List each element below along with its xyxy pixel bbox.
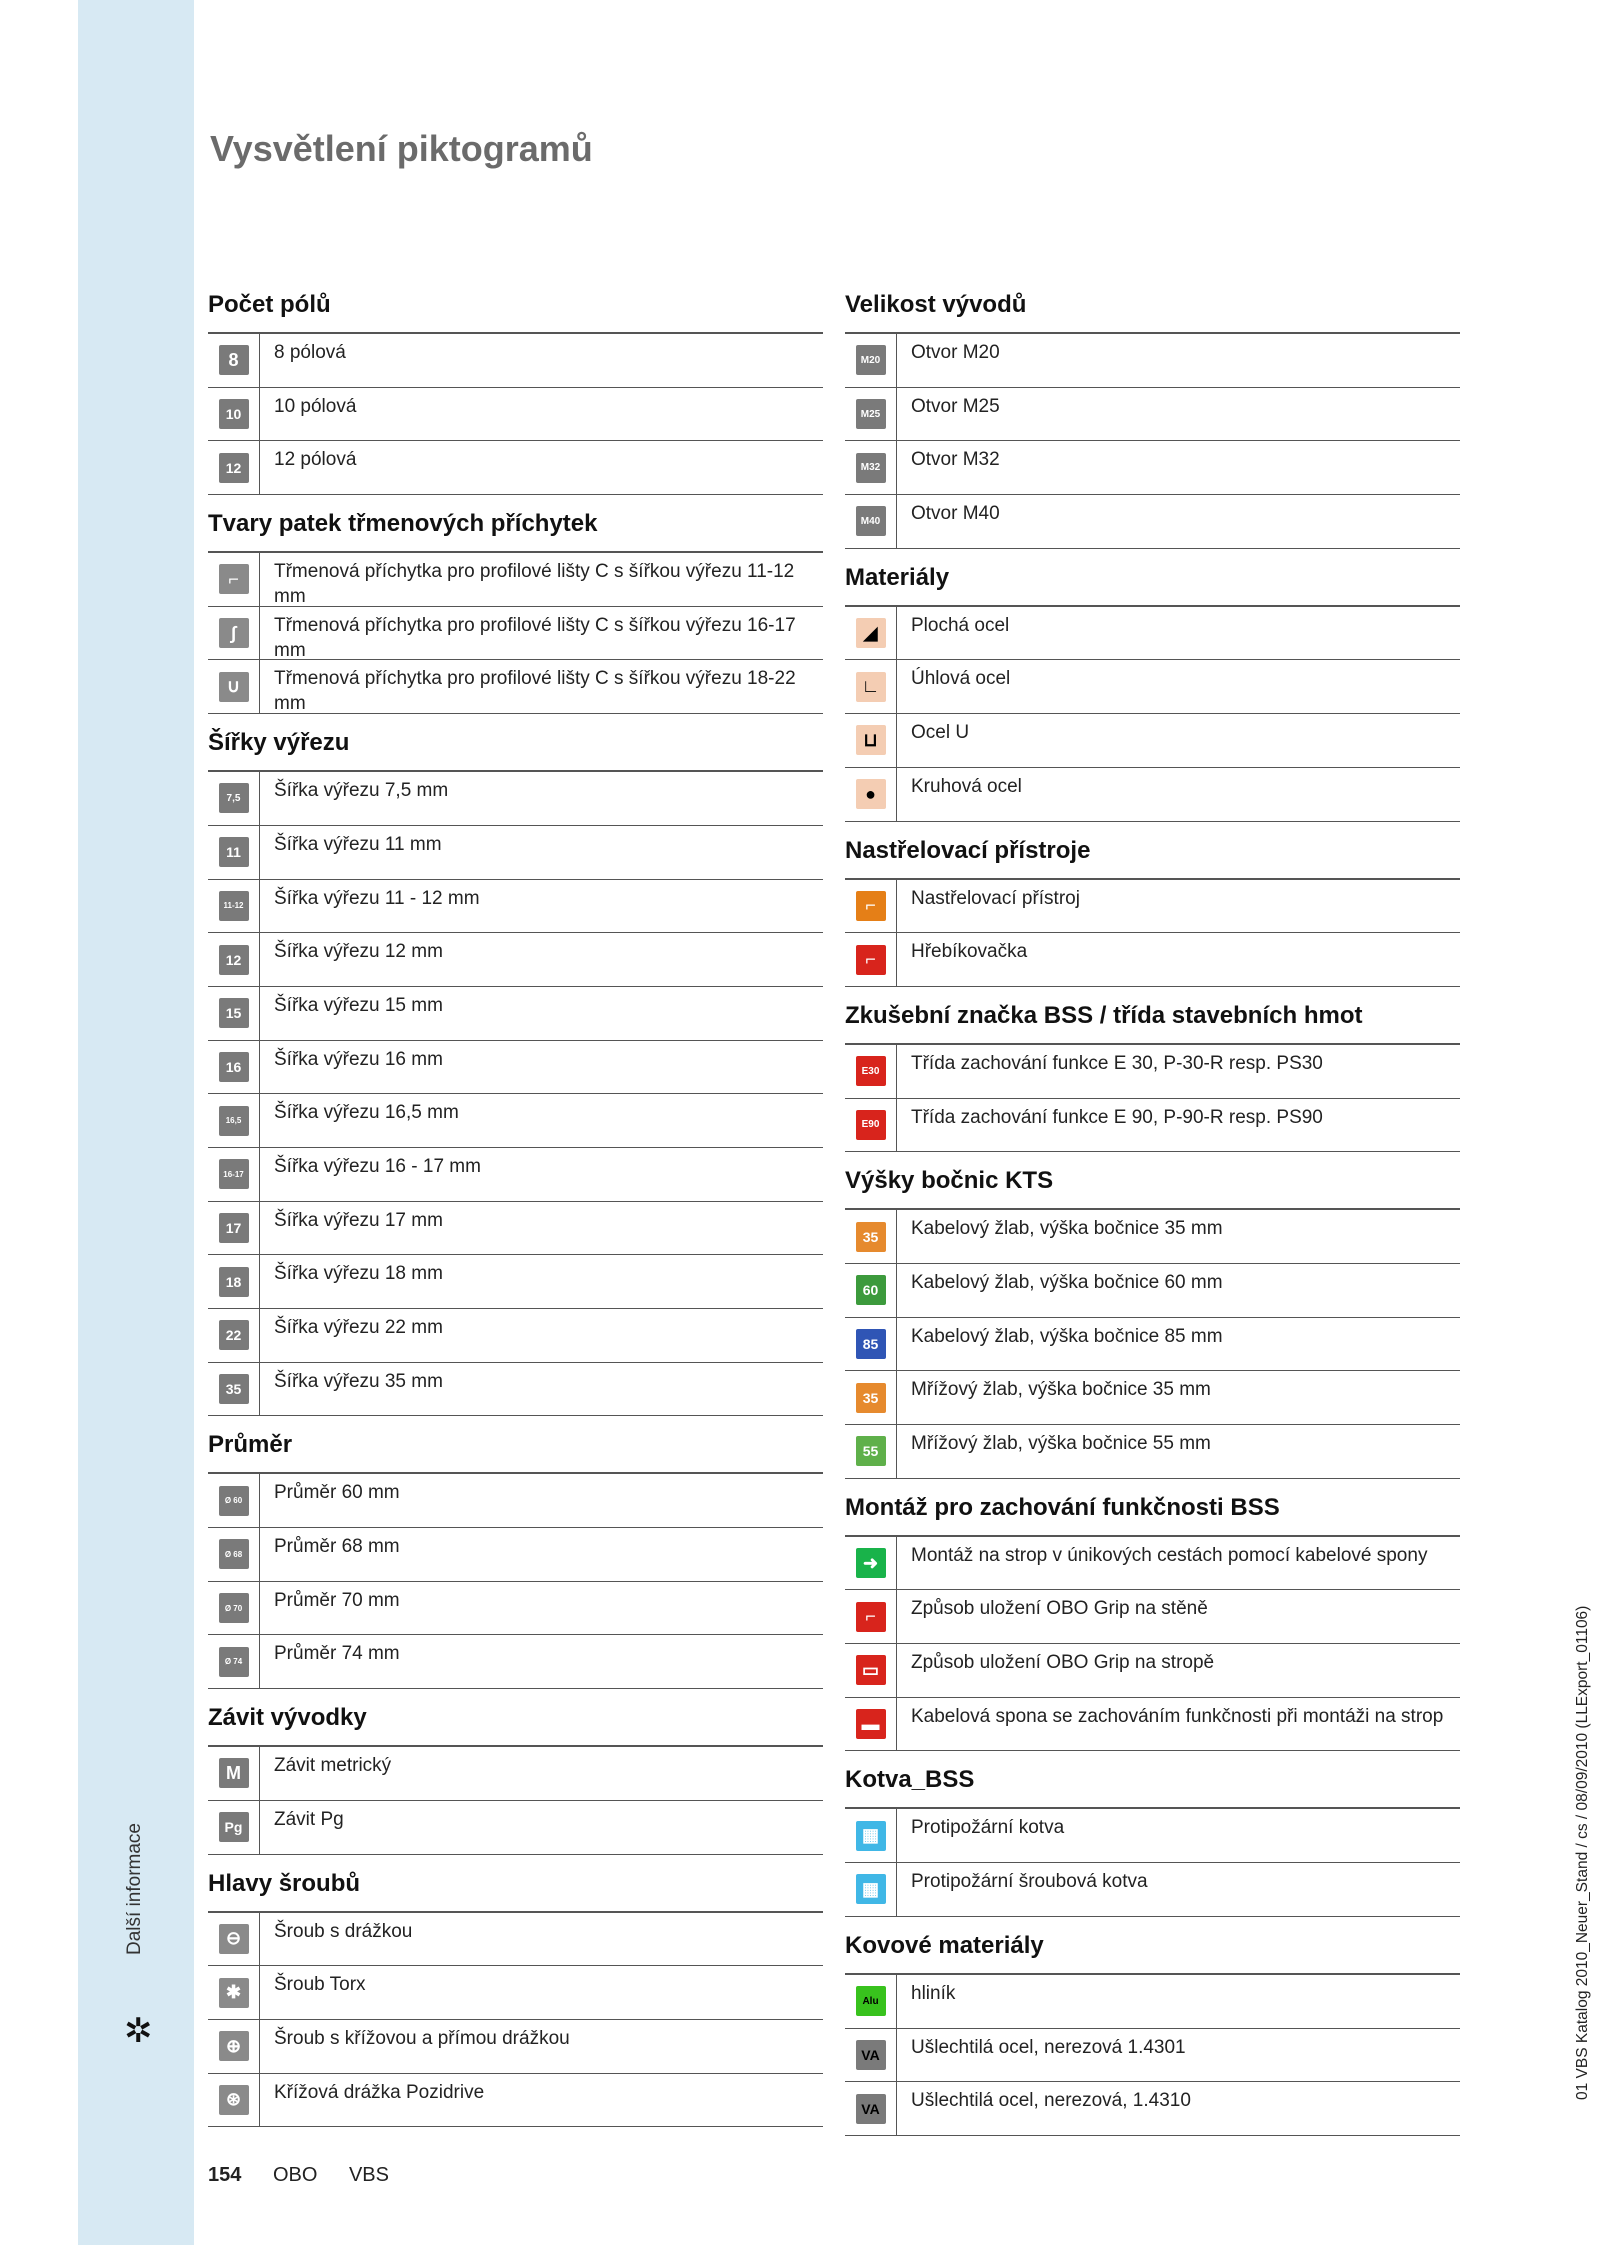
icon-cell [208, 553, 260, 606]
legend-description: Ušlechtilá ocel, nerezová 1.4301 [911, 2036, 1186, 2058]
legend-description: Ušlechtilá ocel, nerezová, 1.4310 [911, 2090, 1191, 2112]
pole-12-icon: 12 [219, 453, 249, 483]
legend-row [208, 880, 823, 934]
legend-row [845, 1537, 1460, 1591]
legend-row [208, 2074, 823, 2128]
icon-cell [845, 607, 897, 660]
legend-description: hliník [911, 1982, 956, 2004]
legend-description: Třída zachování funkce E 30, P-30-R resp. PS30 [911, 1052, 1323, 1074]
grip-ceiling-icon: ▭ [856, 1655, 886, 1685]
legend-row [845, 660, 1460, 714]
icon-cell [208, 1148, 260, 1201]
icon-cell [208, 2020, 260, 2073]
legend-description: Šířka výřezu 22 mm [274, 1317, 443, 1338]
section-title: Montáž pro zachování funkčnosti BSS [845, 1479, 1460, 1537]
clip-foot-16-17-icon: ∫ [219, 618, 249, 648]
legend-row [208, 1474, 823, 1528]
diameter-70-icon: Ø 70 [219, 1593, 249, 1623]
tray-60-icon: 60 [856, 1275, 886, 1305]
opening-m32-icon: M32 [856, 453, 886, 483]
legend-description: Kabelový žlab, výška bočnice 60 mm [911, 1271, 1223, 1293]
icon-cell [208, 987, 260, 1040]
slot-22-icon: 22 [219, 1320, 249, 1350]
icon-cell [208, 1801, 260, 1854]
nail-gun-icon: ⌐ [856, 891, 886, 921]
grip-wall-icon: ⌐ [856, 1602, 886, 1632]
legend-description: Způsob uložení OBO Grip na stěně [911, 1598, 1208, 1620]
tray-35-icon: 35 [856, 1222, 886, 1252]
icon-cell [208, 1747, 260, 1800]
icon-cell [845, 1590, 897, 1643]
legend-row [845, 1425, 1460, 1479]
section-title: Kotva_BSS [845, 1751, 1460, 1809]
page-title: Vysvětlení piktogramů [210, 128, 593, 169]
nailer-icon: ⌐ [856, 945, 886, 975]
gear-icon: ✲ [124, 2012, 153, 2050]
icon-cell [208, 1202, 260, 1255]
legend-row [208, 772, 823, 826]
icon-cell [845, 933, 897, 986]
section-title: Materiály [845, 549, 1460, 607]
legend-row [845, 334, 1460, 388]
section-title: Nastřelovací přístroje [845, 822, 1460, 880]
legend-description: Protipožární šroubová kotva [911, 1871, 1148, 1893]
diameter-60-icon: Ø 60 [219, 1486, 249, 1516]
stainless-4301-icon: VA [856, 2040, 886, 2070]
slot-15-icon: 15 [219, 998, 249, 1028]
icon-cell [845, 1809, 897, 1862]
icon-cell [208, 1528, 260, 1581]
icon-cell [845, 1045, 897, 1098]
icon-cell [208, 334, 260, 387]
icon-cell [845, 660, 897, 713]
slot-17-icon: 17 [219, 1213, 249, 1243]
section-title: Závit vývodky [208, 1689, 823, 1747]
legend-row [845, 607, 1460, 661]
legend-row [208, 660, 823, 714]
legend-description: Plochá ocel [911, 614, 1010, 636]
cable-clip-ceiling-icon: ▬ [856, 1709, 886, 1739]
opening-m25-icon: M25 [856, 399, 886, 429]
section-title: Šířky výřezu [208, 714, 823, 772]
slot-12-icon: 12 [219, 945, 249, 975]
legend-row [208, 1041, 823, 1095]
icon-cell [208, 933, 260, 986]
screw-combi-icon: ⊕ [219, 2031, 249, 2061]
legend-row [208, 1747, 823, 1801]
legend-row [845, 714, 1460, 768]
icon-cell [208, 826, 260, 879]
mesh-55-icon: 55 [856, 1436, 886, 1466]
icon-cell [208, 1966, 260, 2019]
section-title: Kovové materiály [845, 1917, 1460, 1975]
clip-foot-11-12-icon: ⌐ [219, 564, 249, 594]
screw-torx-icon: ✱ [219, 1978, 249, 2008]
legend-description: Šířka výřezu 11 mm [274, 833, 442, 855]
diameter-68-icon: Ø 68 [219, 1539, 249, 1569]
legend-row [208, 441, 823, 495]
legend-row [845, 2082, 1460, 2136]
legend-row [845, 1975, 1460, 2029]
legend-row [208, 1582, 823, 1636]
legend-row [845, 1809, 1460, 1863]
icon-cell [845, 714, 897, 767]
icon-cell [845, 880, 897, 933]
side-label: Další informace [124, 1823, 145, 1955]
legend-description: Průměr 74 mm [274, 1643, 400, 1665]
legend-description: 10 pólová [274, 395, 357, 417]
slot-35-icon: 35 [219, 1374, 249, 1404]
legend-description: Způsob uložení OBO Grip na stropě [911, 1652, 1215, 1674]
fire-screw-anchor-icon: ▦ [856, 1874, 886, 1904]
legend-description: Otvor M25 [911, 395, 1000, 417]
catalog-name: VBS [348, 2164, 389, 2186]
fire-anchor-icon: ▦ [856, 1821, 886, 1851]
icon-cell [208, 1041, 260, 1094]
icon-cell [208, 1582, 260, 1635]
legend-row [208, 607, 823, 661]
legend-description: Šířka výřezu 17 mm [274, 1209, 443, 1231]
slot-11-12-icon: 11-12 [219, 891, 249, 921]
legend-description: Šířka výřezu 18 mm [274, 1263, 443, 1285]
icon-cell [845, 1644, 897, 1697]
section-title: Zkušební značka BSS / třída stavebních hmot [845, 987, 1460, 1045]
legend-description: Třmenová příchytka pro profilové lišty C s šířkou výřezu 16-17 mm [274, 614, 796, 660]
legend-row [845, 1210, 1460, 1264]
legend-description: Šířka výřezu 11 - 12 mm [274, 887, 480, 909]
page-footer [208, 2164, 389, 2187]
flat-steel-icon: ◢ [856, 618, 886, 648]
legend-row [208, 1913, 823, 1967]
legend-description: 8 pólová [274, 342, 346, 363]
legend-row [208, 1528, 823, 1582]
legend-row [208, 334, 823, 388]
icon-cell [208, 1094, 260, 1147]
legend-description: Šířka výřezu 16,5 mm [274, 1102, 459, 1124]
escape-route-icon: ➜ [856, 1548, 886, 1578]
legend-description: Úhlová ocel [911, 668, 1011, 690]
pole-10-icon: 10 [219, 399, 249, 429]
legend-row [208, 1309, 823, 1363]
legend-row [845, 495, 1460, 549]
legend-description: Šířka výřezu 12 mm [274, 941, 443, 963]
icon-cell [845, 1863, 897, 1916]
icon-cell [845, 1537, 897, 1590]
icon-cell [845, 1210, 897, 1263]
legend-row [208, 826, 823, 880]
icon-cell [208, 1635, 260, 1688]
legend-description: Kabelový žlab, výška bočnice 85 mm [911, 1325, 1223, 1347]
icon-cell [208, 1474, 260, 1527]
slot-7-5-icon: 7,5 [219, 783, 249, 813]
legend-row [208, 1202, 823, 1256]
legend-description: Mřížový žlab, výška bočnice 35 mm [911, 1379, 1211, 1401]
legend-description: Protipožární kotva [911, 1817, 1065, 1839]
section-title: Počet pólů [208, 276, 823, 334]
legend-description: Křížová drážka Pozidrive [274, 2081, 485, 2103]
legend-row [845, 1318, 1460, 1372]
legend-row [208, 2020, 823, 2074]
legend-description: Průměr 70 mm [274, 1589, 400, 1611]
legend-row [845, 441, 1460, 495]
icon-cell [208, 772, 260, 825]
legend-description: Průměr 68 mm [274, 1536, 400, 1558]
legend-row [845, 388, 1460, 442]
u-steel-icon: ⊔ [856, 725, 886, 755]
legend-row [845, 1590, 1460, 1644]
clip-foot-18-22-icon: ∪ [219, 672, 249, 702]
legend-row [208, 1966, 823, 2020]
section-title: Velikost vývodů [845, 276, 1460, 334]
legend-description: Otvor M20 [911, 342, 1000, 363]
legend-row [208, 1255, 823, 1309]
legend-row [208, 1801, 823, 1855]
legend-description: Třída zachování funkce E 90, P-90-R resp. PS90 [911, 1106, 1323, 1128]
legend-description: Otvor M40 [911, 503, 1000, 525]
icon-cell [845, 2082, 897, 2135]
legend-description: Ocel U [911, 722, 970, 744]
legend-row [845, 1644, 1460, 1698]
thread-pg-icon: Pg [219, 1812, 249, 1842]
icon-cell [845, 1264, 897, 1317]
legend-row [208, 1148, 823, 1202]
legend-row [845, 768, 1460, 822]
icon-cell [208, 1255, 260, 1308]
fire-class-e30-icon: E30 [856, 1056, 886, 1086]
icon-cell [208, 2074, 260, 2127]
angle-steel-icon: ∟ [856, 672, 886, 702]
screw-slotted-icon: ⊖ [219, 1924, 249, 1954]
icon-cell [208, 880, 260, 933]
right-column [845, 276, 1460, 2136]
legend-description: Šířka výřezu 16 - 17 mm [274, 1155, 481, 1177]
icon-cell [845, 388, 897, 441]
slot-16-17-icon: 16-17 [219, 1159, 249, 1189]
icon-cell [208, 1309, 260, 1362]
icon-cell [845, 2029, 897, 2082]
legend-row [208, 1094, 823, 1148]
legend-row [845, 1099, 1460, 1153]
icon-cell [845, 1318, 897, 1371]
legend-description: Šířka výřezu 35 mm [274, 1370, 443, 1392]
slot-16-icon: 16 [219, 1052, 249, 1082]
section-title: Výšky bočnic KTS [845, 1152, 1460, 1210]
legend-row [845, 1045, 1460, 1099]
icon-cell [845, 441, 897, 494]
legend-description: Šířka výřezu 16 mm [274, 1048, 443, 1070]
icon-cell [845, 1099, 897, 1152]
section-title: Průměr [208, 1416, 823, 1474]
legend-row [845, 2029, 1460, 2083]
legend-description: Třmenová příchytka pro profilové lišty C s šířkou výřezu 11-12 mm [274, 561, 795, 606]
thread-metric-icon: M [219, 1758, 249, 1788]
legend-row [208, 1635, 823, 1689]
legend-description: Otvor M32 [911, 449, 1000, 471]
mesh-35-icon: 35 [856, 1383, 886, 1413]
legend-description: Třmenová příchytka pro profilové lišty C s šířkou výřezu 18-22 mm [274, 668, 796, 714]
legend-row [845, 1863, 1460, 1917]
legend-description: Průměr 60 mm [274, 1482, 400, 1504]
legend-description: Šířka výřezu 15 mm [274, 994, 443, 1016]
legend-row [208, 388, 823, 442]
stainless-4310-icon: VA [856, 2094, 886, 2124]
legend-description: Šroub s drážkou [274, 1920, 413, 1942]
opening-m20-icon: M20 [856, 345, 886, 375]
legend-description: Mřížový žlab, výška bočnice 55 mm [911, 1433, 1211, 1454]
legend-description: Šířka výřezu 7,5 mm [274, 780, 449, 802]
legend-description: Kabelová spona se zachováním funkčnosti při montáži na strop [911, 1705, 1444, 1727]
icon-cell [208, 607, 260, 660]
icon-cell [845, 495, 897, 548]
icon-cell [208, 441, 260, 494]
legend-description: Montáž na strop v únikových cestách pomocí kabelové spony [911, 1544, 1428, 1566]
opening-m40-icon: M40 [856, 506, 886, 536]
legend-row [845, 1698, 1460, 1752]
slot-11-icon: 11 [219, 837, 249, 867]
diameter-74-icon: Ø 74 [219, 1647, 249, 1677]
legend-row [208, 987, 823, 1041]
icon-cell [845, 768, 897, 821]
fire-class-e90-icon: E90 [856, 1110, 886, 1140]
icon-cell [208, 1363, 260, 1416]
icon-cell [845, 1371, 897, 1424]
screw-pozidrive-icon: ⊛ [219, 2085, 249, 2115]
page-number: 154 [208, 2164, 242, 2186]
legend-description: Šroub Torx [274, 1974, 366, 1996]
pole-8-icon: 8 [219, 345, 249, 375]
legend-row [845, 1371, 1460, 1425]
section-title: Hlavy šroubů [208, 1855, 823, 1913]
legend-row [208, 1363, 823, 1417]
icon-cell [845, 1698, 897, 1751]
slot-18-icon: 18 [219, 1267, 249, 1297]
legend-description: Hřebíkovačka [911, 941, 1028, 963]
icon-cell [208, 660, 260, 713]
brand-name: OBO [272, 2164, 318, 2186]
slot-16-5-icon: 16,5 [219, 1106, 249, 1136]
legend-description: Kabelový žlab, výška bočnice 35 mm [911, 1218, 1223, 1240]
tray-85-icon: 85 [856, 1329, 886, 1359]
left-column [208, 276, 823, 2127]
legend-description: Nastřelovací přístroj [911, 887, 1080, 909]
legend-row [845, 880, 1460, 934]
section-title: Tvary patek třmenových příchytek [208, 495, 823, 553]
legend-row [845, 933, 1460, 987]
legend-description: Závit Pg [274, 1808, 344, 1830]
round-steel-icon: ● [856, 779, 886, 809]
legend-row [845, 1264, 1460, 1318]
legend-description: Závit metrický [274, 1755, 392, 1777]
legend-row [208, 553, 823, 607]
legend-row [208, 933, 823, 987]
icon-cell [208, 1913, 260, 1966]
icon-cell [208, 388, 260, 441]
aluminium-icon: Alu [856, 1986, 886, 2016]
legend-description: 12 pólová [274, 449, 357, 471]
legend-description: Šroub s křížovou a přímou drážkou [274, 2027, 570, 2049]
icon-cell [845, 1975, 897, 2028]
legend-description: Kruhová ocel [911, 775, 1022, 797]
icon-cell [845, 1425, 897, 1478]
catalog-note: 01 VBS Katalog 2010_Neuer_Stand / cs / 08/09/2010 (LLExport_01106) [1574, 1605, 1591, 2100]
icon-cell [845, 334, 897, 387]
